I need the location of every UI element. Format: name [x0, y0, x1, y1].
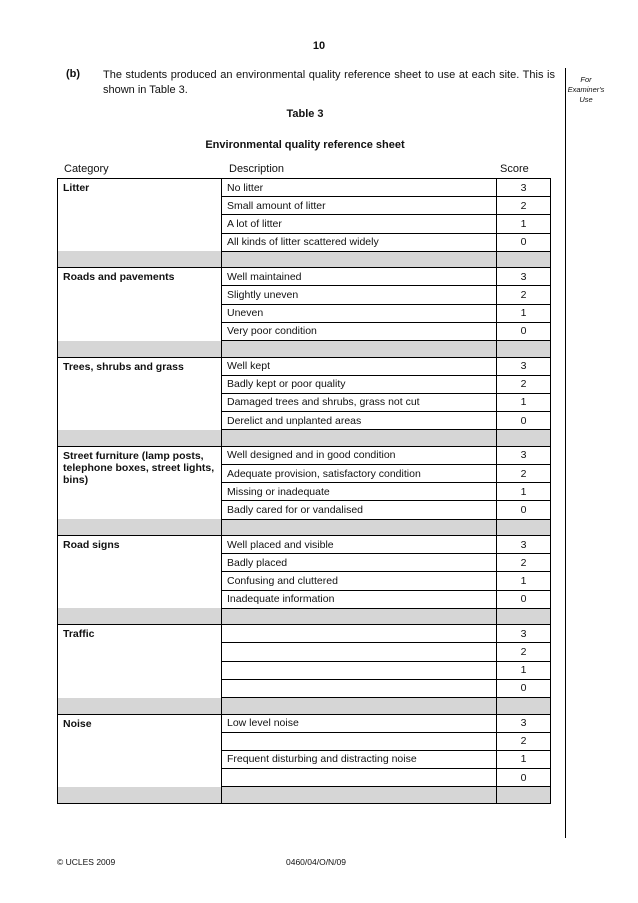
separator-cell [222, 787, 497, 804]
separator-cell [497, 608, 551, 625]
score-cell: 0 [497, 501, 551, 519]
description-cell: Slightly uneven [222, 286, 497, 304]
table-row [58, 446, 551, 464]
score-cell: 0 [497, 590, 551, 608]
separator-cell [58, 698, 222, 715]
separator-cell [497, 430, 551, 447]
separator-row [58, 341, 551, 358]
column-header-category: Category [64, 163, 109, 175]
separator-cell [58, 430, 222, 447]
separator-row [58, 519, 551, 536]
score-cell: 2 [497, 375, 551, 393]
description-cell: Well maintained [222, 268, 497, 286]
question-part-label: (b) [66, 68, 81, 80]
score-cell: 1 [497, 661, 551, 679]
score-cell: 0 [497, 679, 551, 697]
description-cell [222, 769, 497, 787]
table-caption: Table 3 [286, 108, 324, 120]
category-cell: Trees, shrubs and grass [58, 357, 222, 430]
separator-cell [222, 341, 497, 358]
paper-code: 0460/04/O/N/09 [286, 857, 347, 867]
score-cell: 0 [497, 322, 551, 340]
description-cell [222, 679, 497, 697]
score-cell: 3 [497, 625, 551, 643]
table-row [58, 357, 551, 375]
score-cell: 2 [497, 197, 551, 215]
category-cell: Noise [58, 714, 222, 787]
score-cell: 3 [497, 714, 551, 732]
separator-row [58, 698, 551, 715]
score-cell: 2 [497, 554, 551, 572]
score-cell: 3 [497, 536, 551, 554]
separator-cell [497, 251, 551, 268]
description-cell: A lot of litter [222, 215, 497, 233]
score-cell: 1 [497, 215, 551, 233]
page-number: 10 [312, 40, 326, 52]
category-cell: Litter [58, 179, 222, 252]
description-cell: Well designed and in good condition [222, 446, 497, 464]
category-cell: Road signs [58, 536, 222, 609]
separator-row [58, 430, 551, 447]
description-cell: Low level noise [222, 714, 497, 732]
score-cell: 0 [497, 412, 551, 430]
description-cell [222, 661, 497, 679]
category-cell: Street furniture (lamp posts, telephone boxes, street lights, bins) [58, 446, 222, 519]
separator-cell [58, 787, 222, 804]
table-row [58, 714, 551, 732]
description-cell: Derelict and unplanted areas [222, 412, 497, 430]
description-cell [222, 643, 497, 661]
description-cell: No litter [222, 179, 497, 197]
separator-row [58, 787, 551, 804]
separator-cell [222, 430, 497, 447]
score-cell: 2 [497, 643, 551, 661]
examiner-margin-note: For Examiner's Use [567, 75, 605, 104]
description-cell: Frequent disturbing and distracting noise [222, 750, 497, 768]
description-cell: Badly placed [222, 554, 497, 572]
table-row [58, 536, 551, 554]
score-cell: 1 [497, 572, 551, 590]
separator-cell [58, 519, 222, 536]
description-cell: Well kept [222, 357, 497, 375]
description-cell [222, 732, 497, 750]
table-row [58, 625, 551, 643]
separator-row [58, 251, 551, 268]
description-cell: Well placed and visible [222, 536, 497, 554]
description-cell: Badly cared for or vandalised [222, 501, 497, 519]
score-cell: 1 [497, 483, 551, 501]
table-row [58, 268, 551, 286]
score-cell: 2 [497, 464, 551, 482]
description-cell: Small amount of litter [222, 197, 497, 215]
category-cell: Traffic [58, 625, 222, 698]
separator-cell [222, 698, 497, 715]
separator-cell [497, 519, 551, 536]
copyright: © UCLES 2009 [57, 857, 116, 867]
description-cell: Confusing and cluttered [222, 572, 497, 590]
separator-cell [222, 251, 497, 268]
description-cell: Uneven [222, 304, 497, 322]
score-cell: 3 [497, 357, 551, 375]
score-cell: 1 [497, 750, 551, 768]
category-cell: Roads and pavements [58, 268, 222, 341]
description-cell: Inadequate information [222, 590, 497, 608]
description-cell: Damaged trees and shrubs, grass not cut [222, 393, 497, 411]
column-header-description: Description [229, 163, 285, 175]
separator-cell [497, 341, 551, 358]
sheet-title: Environmental quality reference sheet [205, 139, 405, 151]
description-cell: Badly kept or poor quality [222, 375, 497, 393]
score-cell: 1 [497, 304, 551, 322]
description-cell: Adequate provision, satisfactory condition [222, 464, 497, 482]
score-cell: 2 [497, 732, 551, 750]
separator-cell [497, 698, 551, 715]
separator-cell [58, 251, 222, 268]
score-cell: 0 [497, 233, 551, 251]
examiner-margin-line [565, 68, 566, 838]
description-cell: Missing or inadequate [222, 483, 497, 501]
reference-table [57, 178, 551, 804]
description-cell: All kinds of litter scattered widely [222, 233, 497, 251]
description-cell: Very poor condition [222, 322, 497, 340]
table-row [58, 179, 551, 197]
separator-cell [58, 341, 222, 358]
score-cell: 0 [497, 769, 551, 787]
score-cell: 3 [497, 446, 551, 464]
separator-cell [222, 608, 497, 625]
separator-cell [222, 519, 497, 536]
score-cell: 3 [497, 268, 551, 286]
question-text: The students produced an environmental quality reference sheet to use at each site. This is shown in Table 3. [103, 69, 555, 96]
separator-row [58, 608, 551, 625]
separator-cell [497, 787, 551, 804]
score-cell: 3 [497, 179, 551, 197]
separator-cell [58, 608, 222, 625]
column-header-score: Score [500, 163, 529, 175]
description-cell [222, 625, 497, 643]
score-cell: 2 [497, 286, 551, 304]
score-cell: 1 [497, 393, 551, 411]
